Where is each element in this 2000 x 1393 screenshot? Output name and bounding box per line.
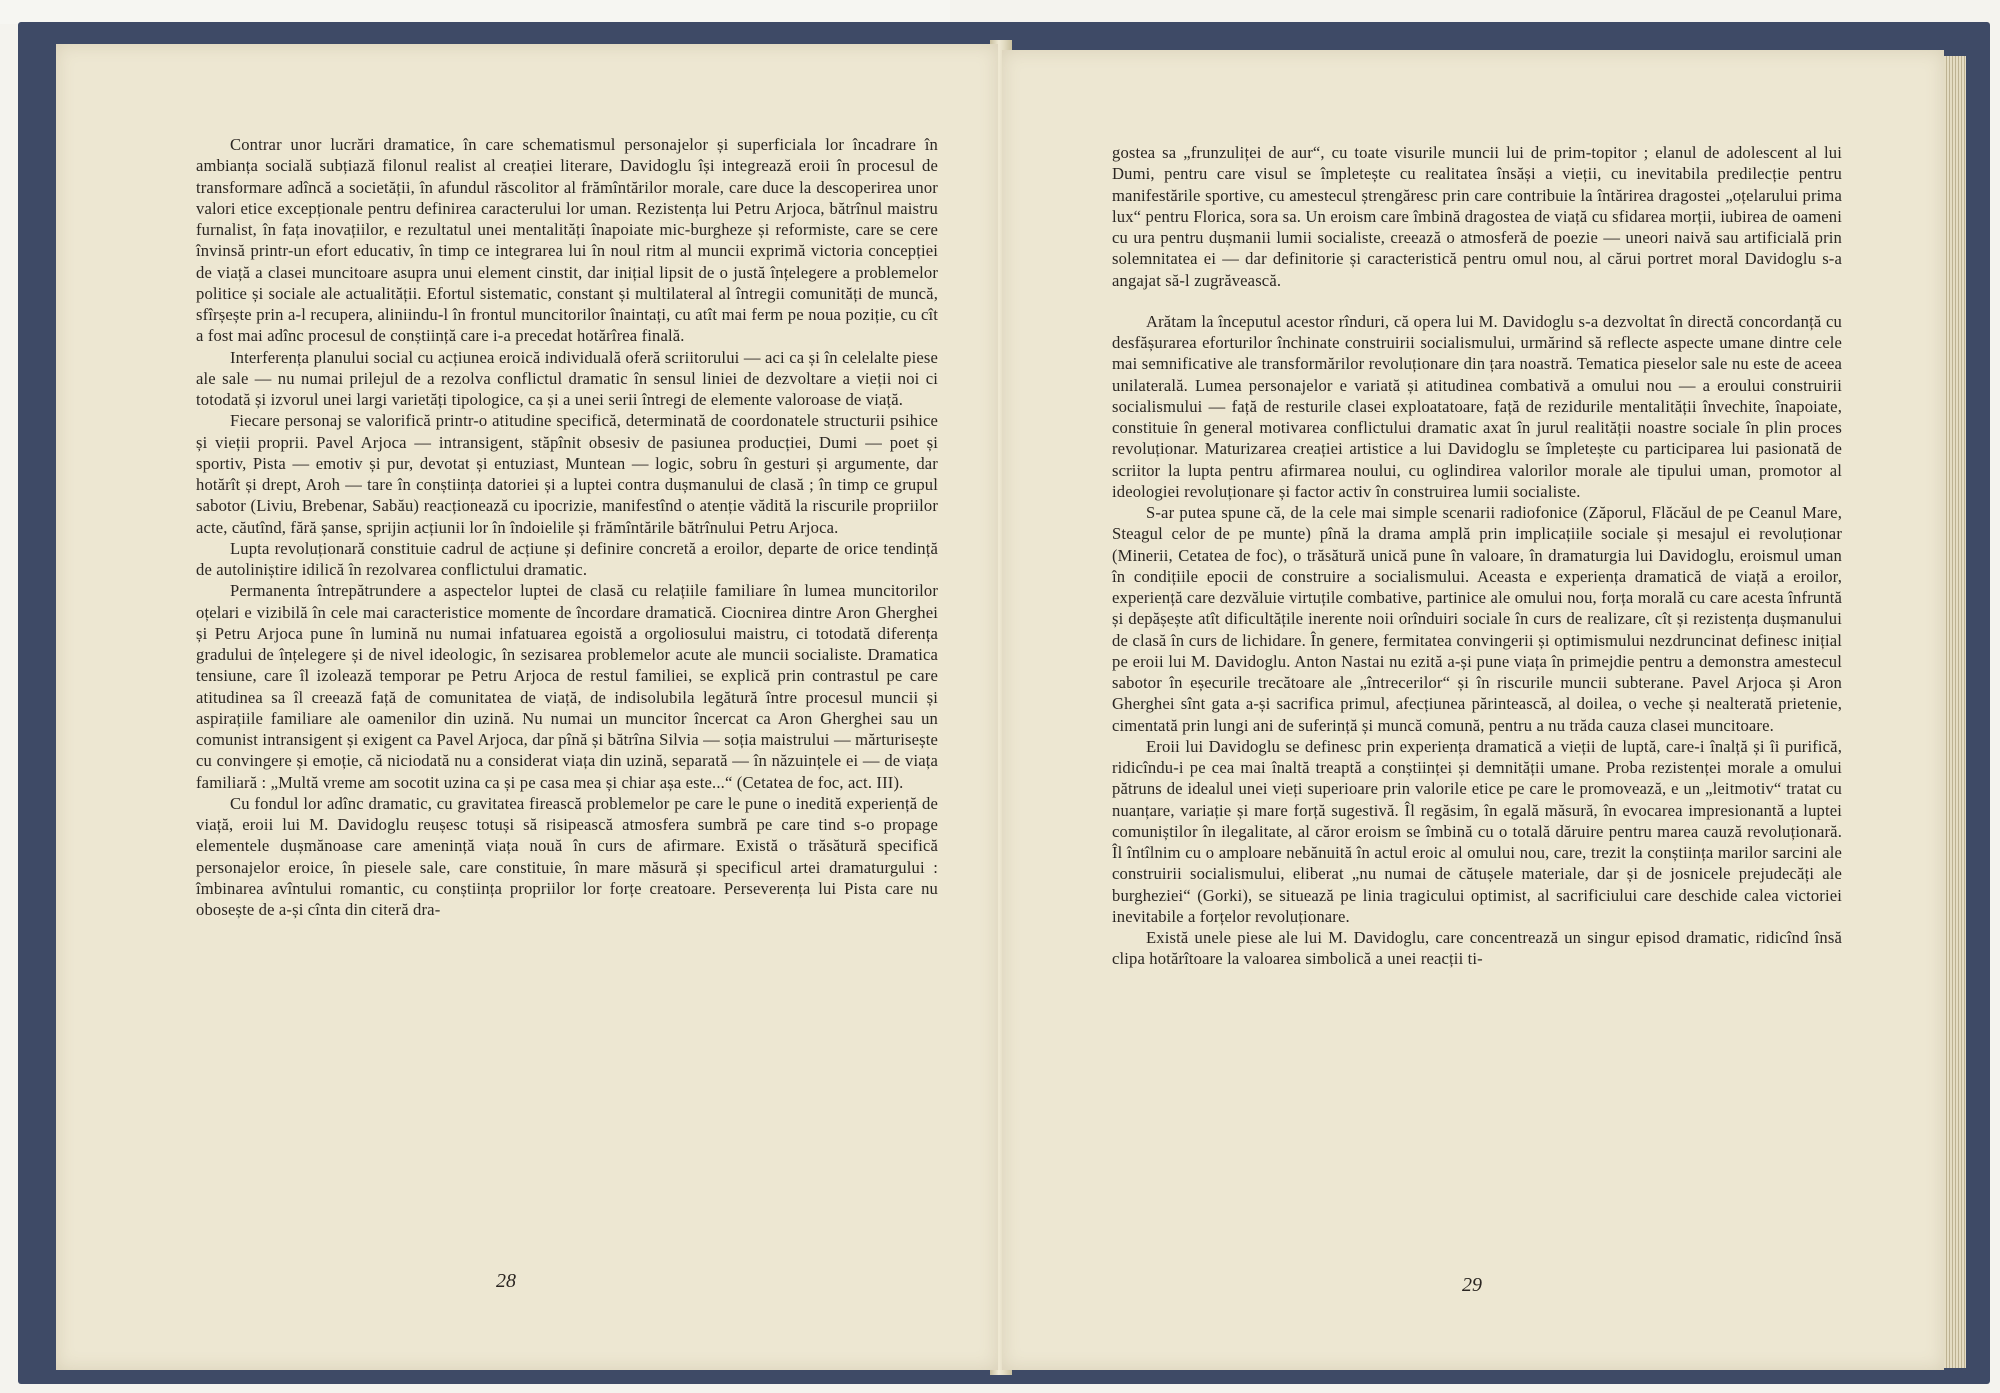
paragraph: S-ar putea spune că, de la cele mai simple scenarii radiofonice (Zăporul, Flăcăul de pe Ceanul Mare, Steagul celor de pe munte) pînă la drama amplă prin implicațiile sociale și mesajul ei revoluționar (Minerii, Cetatea de foc), o trăsătură unică pune în valoare, în dramaturgia lui Davidoglu, eroismul uman în condițiile epocii de construire a socialismului. Aceasta e experiența dramatică de viață a eroilor, experiență care dezvăluie virtuțile combative, partinice ale omului nou, forța morală cu care acesta înfruntă și depășește atît dificultățile inerente noii orînduiri sociale în curs de realizare, cît și rezistența dușmanului de clasă în curs de lichidare. În genere, fermitatea convingerii și optimismului nezdruncinat definesc inițial pe eroii lui M. Davidoglu. Anton Nastai nu ezită a-și pune viața în primejdie pentru a demonstra amestecul sabotor în eșecurile trecătoare ale „întrecerilor“ și în riscurile muncii subterane. Pavel Arjoca și Aron Gherghei sînt gata a-și sacrifica primul, afecțiunea părintească, al doilea, o veche și nealterată prietenie, cimentată prin lungi ani de suferință și muncă comună, pentru a nu trăda cauza clasei muncitoare. bbox=[1112, 503, 1842, 735]
page-edges bbox=[1944, 56, 1966, 1368]
paragraph: gostea sa „frunzuliței de aur“, cu toate visurile muncii lui de prim-topitor ; elanul de adolescent al lui Dumi, pentru care visul se împletește cu realitatea însăși a vieții, cu inevitabila predilecție pentru manifestările sportive, cu amestecul ștrengăresc prin care contribuie la întărirea dragostei „oțelarului prima lux“ pentru Florica, sora sa. Un eroism care îmbină dragostea de viață cu sfidarea morții, iubirea de oameni cu ura pentru dușmanii lumii socialiste, creează o atmosferă de poezie — uneori naivă sau artificială prin solemnitatea ei — dar definitorie și caracteristică pentru omul nou, al cărui portret moral Davidoglu s-a angajat să-l zugrăvească. bbox=[1112, 143, 1842, 290]
paragraph: Permanenta întrepătrundere a aspectelor luptei de clasă cu relațiile familiare în lumea muncitorilor oțelari e vizibilă în cele mai caracteristice momente de încordare dramatică. Ciocnirea dintre Aron Gherghei și Petru Arjoca pune în lumină nu numai infatuarea egoistă a orgoliosului maistru, ci totodată diferența gradului de înțelegere și de nivel ideologic, în sezisarea problemelor acute ale muncii socialiste. Dramatica tensiune, care îl izolează temporar pe Petru Arjoca de restul familiei, se explică prin contrastul pe care atitudinea sa îl creează față de comunitatea de viață, de indisolubila legătură între procesul muncii și aspirațiile familiare ale oamenilor din uzină. Nu numai un muncitor încercat ca Aron Gherghei sau un comunist intransigent și exigent ca Pavel Arjoca, dar pînă și bătrîna Silvia — soția maistrului — mărturisește cu convingere și emoție, că niciodată nu a considerat viața din uzină, separată — în năzuințele ei — de viața familiară : „Multă vreme am socotit uzina ca și pe casa mea și chiar așa este...“ (Cetatea de foc, act. III). bbox=[196, 581, 938, 792]
scan-background-strip bbox=[0, 0, 950, 24]
right-page bbox=[1002, 50, 1944, 1370]
paragraph: Contrar unor lucrări dramatice, în care schematismul personajelor și superficiala lor încadrare în ambianța socială subțiază filonul realist al creației literare, Davidoglu își integrează eroii în procesul de transformare adîncă a societății, în afundul răscolitor al frămîntărilor morale, care duce la descoperirea unor valori etice excepționale pentru definirea caracterului lor uman. Rezistența lui Petru Arjoca, bătrînul maistru furnalist, în fața inovațiilor, e rezultatul unei mentalități înapoiate mic-burgheze și reformiste, care se cere învinsă printr-un efort educativ, în timp ce integrarea lui în noul ritm al muncii exprimă victoria concepției de viață a clasei muncitoare asupra unui element cinstit, dar inițial lipsit de o justă înțelegere a problemelor politice și sociale ale actualității. Efortul sistematic, constant și multilateral al întregii comunități de muncă, sfîrșește prin a-l recupera, aliniindu-l în frontul muncitorilor înaintați, cu atît mai ferm pe noua poziție, cu cît a fost mai adînc procesul de conștiință care i-a precedat hotărîrea finală. bbox=[196, 135, 938, 346]
page-number: 29 bbox=[1462, 1274, 1482, 1296]
left-page bbox=[56, 44, 998, 1370]
paragraph: Lupta revoluționară constituie cadrul de acțiune și definire concretă a eroilor, departe de orice tendință de autoliniștire idilică în rezolvarea conflictului dramatic. bbox=[196, 538, 938, 579]
page-number: 28 bbox=[496, 1270, 516, 1292]
paragraph: Fiecare personaj se valorifică printr-o atitudine specifică, determinată de coordonatele structurii psihice și vieții proprii. Pavel Arjoca — intransigent, stăpînit obsesiv de pasiunea producției, Dumi — poet și sportiv, Pista — emotiv și pur, devotat și entuziast, Muntean — logic, sobru în gesturi și argumente, dar hotărît și drept, Aroh — tare în conștiința datoriei și a luptei contra dușmanului de clasă ; în timp ce grupul sabotor (Liviu, Brebenar, Sabău) reacționează cu ipocrizie, manifestînd o atenție vădită la riscurile propriilor acte, căutînd, fără șanse, sprijin acțiunii lor în îndoielile și frămîntările bătrînului Petru Arjoca. bbox=[196, 411, 938, 537]
paragraph: Eroii lui Davidoglu se definesc prin experiența dramatică a vieții de luptă, care-i înalță și îi purifică, ridicîndu-i pe cea mai înaltă treaptă a conștiinței și demnității umane. Proba rezistenței morale a omului pătruns de idealul unei vieți superioare prin valorile etice pe care le promovează, e un „leitmotiv“ tratat cu nuanțare, variație și mare forță sugestivă. Îl regăsim, în egală măsură, în evocarea impresionantă a luptei comuniștilor în ilegalitate, al căror eroism se îmbină cu o totală dăruire pentru marea cauză revoluționară. Îl întîlnim cu o amploare nebănuită în actul eroic al omului nou, care, trezit la conștiința marilor sarcini ale construirii socialismului, eliberat „nu numai de cătușele materiale, dar și de josnicele prejudecăți ale burgheziei“ (Gorki), se situează pe linia tragicului optimist, al sacrificiului care deschide calea victoriei inevitabile a forțelor revoluționare. bbox=[1112, 736, 1842, 926]
paragraph: Interferența planului social cu acțiunea eroică individuală oferă scriitorului — aci ca și în celelalte piese ale sale — nu numai prilejul de a rezolva conflictul dramatic în sensul liniei de dezvoltare a vieții noi ci totodată și izvorul unei largi varietăți tipologice, ca și a unei serii întregi de elemente valoroase de viață. bbox=[196, 347, 938, 409]
paragraph: Arătam la începutul acestor rînduri, că opera lui M. Davidoglu s-a dezvoltat în directă concordanță cu desfășurarea eforturilor închinate construirii socialismului, urmărind să reflecte aspecte umane dintre cele mai semnificative ale transformărilor revoluționare din țara noastră. Tematica pieselor sale nu este de aceea unilaterală. Lumea personajelor e variată și atitudinea combativă a omului nou — a eroului construirii socialismului — față de resturile clasei exploatatoare, față de rezidurile mentalității învechite, înapoiate, constituie în general motivarea conflictului dramatic axat în jurul realității noastre sociale în plin proces revoluționar. Maturizarea creației artistice a lui Davidoglu se împletește cu participarea lui pasionată de scriitor la lupta pentru afirmarea noului, cu oglindirea valorilor morale ale tipului uman, promotor al ideologiei revoluționare și factor activ în construirea lumii socialiste. bbox=[1112, 311, 1842, 501]
paragraph: Există unele piese ale lui M. Davidoglu, care concentrează un singur episod dramatic, ridicînd însă clipa hotărîtoare la valoarea simbolică a unei reacții ti- bbox=[1112, 928, 1842, 969]
left-page-text bbox=[196, 134, 938, 920]
right-page-text bbox=[1112, 142, 1842, 970]
paragraph: Cu fondul lor adînc dramatic, cu gravitatea firească problemelor pe care le pune o inedită experiență de viață, eroii lui M. Davidoglu reușesc totuși să risipească atmosfera sumbră pe care tind s-o propage elementele dușmănoase care amenință viața nouă în curs de afirmare. Există o trăsătură specifică personajelor eroice, în piesele sale, care constituie, în mare măsură și specificul artei dramaturgului : îmbinarea avîntului romantic, cu conștiința propriilor lor forțe creatoare. Perseverența lui Pista care nu obosește de a-și cînta din citeră dra- bbox=[196, 793, 938, 919]
